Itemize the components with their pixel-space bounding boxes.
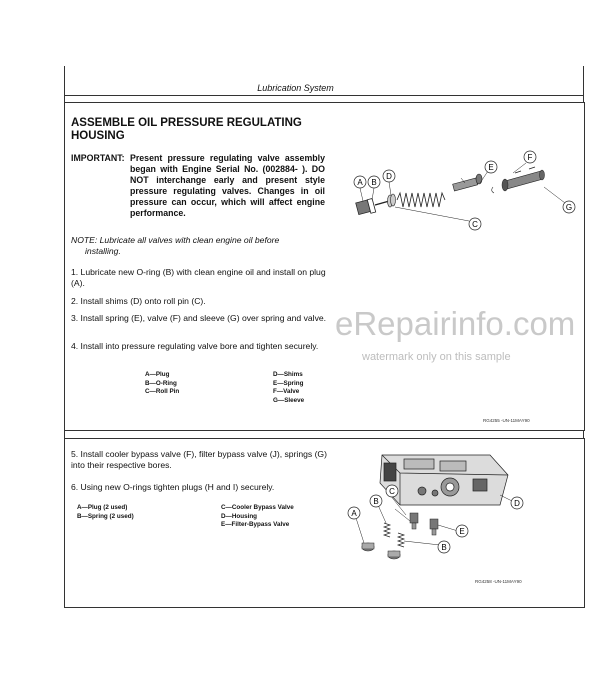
legend-left [145, 371, 179, 397]
legend-item: F—Valve [273, 388, 300, 395]
legend-right [273, 371, 304, 405]
callout-label: A [351, 509, 357, 518]
spring-part [397, 193, 445, 207]
watermark-subtext: watermark only on this sample [362, 351, 511, 363]
callout-label: E [488, 163, 494, 172]
step-3: 3. Install spring (E), valve (F) and sleeve (G) over spring and valve. [71, 313, 327, 323]
legend-left [77, 504, 134, 521]
spring-part [384, 523, 390, 537]
sleeve-part [492, 167, 545, 193]
callout-label: G [565, 203, 573, 212]
callout-label: F [527, 153, 533, 162]
callout-label: B [371, 178, 377, 187]
important-label: IMPORTANT: [71, 153, 125, 163]
section-title: Lubrication System [257, 83, 334, 93]
shims-part [391, 194, 396, 206]
callout-label: D [386, 172, 392, 181]
callout-C [386, 485, 398, 497]
legend-item: B—Spring (2 used) [77, 512, 134, 520]
callout-E [485, 161, 497, 173]
lubrication-note [71, 235, 325, 256]
housing-part [380, 455, 508, 505]
procedure-panel-regulating-housing [64, 102, 585, 431]
step-5: 5. Install cooler bypass valve (F), filter bypass valve (J), springs (G) into their respective bores. [71, 449, 327, 470]
note-line-1: NOTE: Lubricate all valves with clean engine oil before [71, 235, 280, 245]
legend-item: A—Plug (2 used) [77, 504, 128, 511]
step-1: 1. Lubricate new O-ring (B) with clean engine oil and install on plug (A). [71, 267, 326, 288]
bypass-valve-housing-diagram [340, 443, 530, 568]
note-line-2: installing. [85, 245, 121, 256]
callout-label: A [357, 178, 363, 187]
callout-D [511, 497, 523, 509]
procedure-title: ASSEMBLE OIL PRESSURE REGULATING HOUSING [71, 117, 302, 142]
header-rule [64, 95, 584, 96]
valve-part [453, 174, 482, 191]
legend-item: D—Housing [221, 512, 258, 520]
callout-B [368, 176, 380, 188]
callout-E [456, 525, 468, 537]
callout-label: E [459, 527, 465, 536]
callout-label: B [373, 497, 379, 506]
callout-label: B [441, 543, 447, 552]
legend-item: B—O-Ring [145, 379, 177, 387]
cooler-bypass-valve-part [410, 513, 418, 529]
legend-item: G—Sleeve [273, 396, 305, 404]
callout-label: C [389, 487, 395, 496]
legend-right [221, 504, 294, 530]
important-text: Present pressure regulating valve assembly began with Engine Serial No. (002884- ). DO NOT interchange early and present style pressure regulating valves. Changes in oil pressure can occur, which will affect engine performance. [130, 153, 325, 218]
callout-B [370, 495, 382, 507]
callout-C [469, 218, 481, 230]
regulating-valve-exploded-diagram [345, 143, 581, 243]
legend-item: C—Roll Pin [145, 388, 180, 395]
spring-part [398, 533, 404, 547]
callout-F [524, 151, 536, 163]
callout-G [563, 201, 575, 213]
callout-D [383, 170, 395, 182]
step-2: 2. Install shims (D) onto roll pin (C). [71, 296, 206, 306]
figure-code: RG4258 -UN-11MAY90 [475, 579, 522, 584]
legend-item: D—Shims [273, 371, 303, 378]
step-4: 4. Install into pressure regulating valve bore and tighten securely. [71, 341, 319, 351]
legend-item: E—Spring [273, 379, 304, 387]
legend-item: C—Cooler Bypass Valve [221, 504, 294, 511]
legend-item: A—Plug [145, 371, 170, 378]
callout-B [438, 541, 450, 553]
watermark-text: eRepairinfo.com [335, 305, 576, 342]
procedure-panel-bypass-valves [64, 438, 585, 608]
callout-label: C [472, 220, 478, 229]
callout-A [348, 507, 360, 519]
running-header [0, 78, 591, 96]
callout-label: D [514, 499, 520, 508]
step-6: 6. Using new O-rings tighten plugs (H and I) securely. [71, 482, 275, 492]
figure-code: RG4255 -UN-11MAY90 [483, 418, 530, 423]
plug-part [362, 543, 374, 551]
plug-part [388, 551, 400, 559]
legend-item: E—Filter-Bypass Valve [221, 521, 290, 528]
callout-A [354, 176, 366, 188]
filter-bypass-valve-part [430, 519, 438, 535]
